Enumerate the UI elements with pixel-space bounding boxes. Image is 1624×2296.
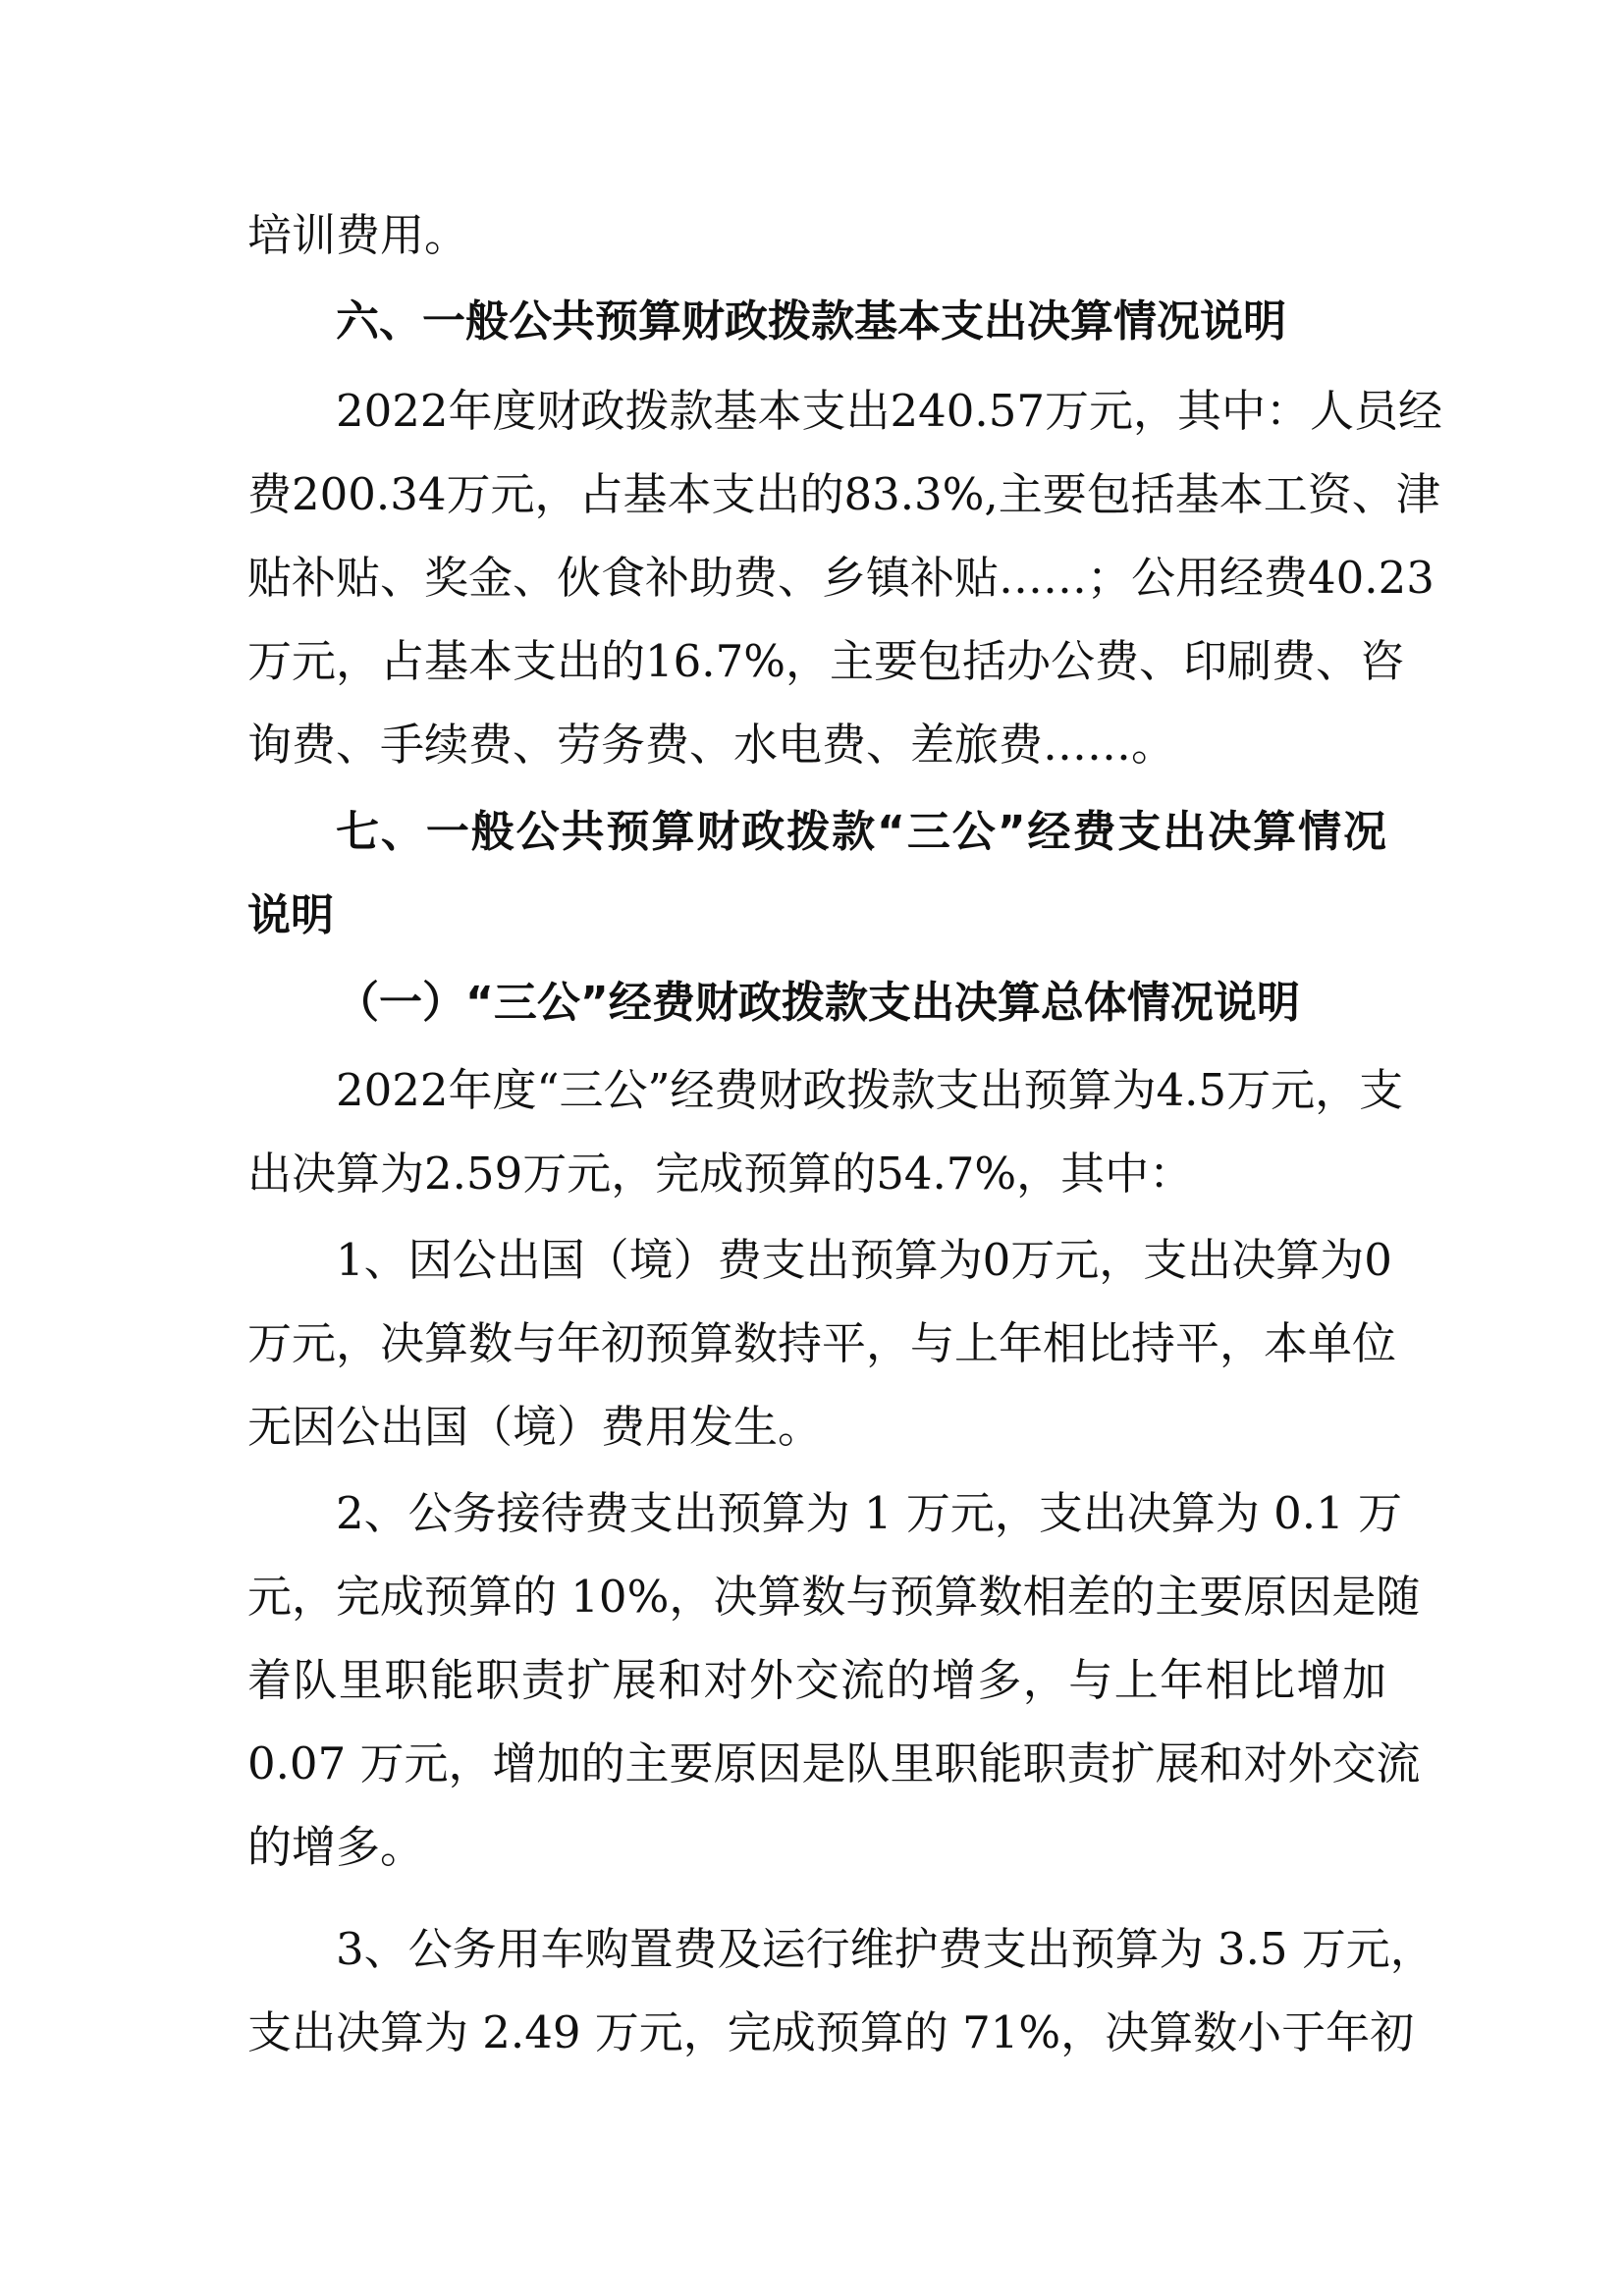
text-line: 询费、手续费、劳务费、水电费、差旅费……。 (247, 719, 1176, 771)
text-line: 贴补贴、奖金、伙食补助费、乡镇补贴……；公用经费40.23 (247, 552, 1435, 604)
text-line: 着队里职能职责扩展和对外交流的增多，与上年相比增加 (247, 1654, 1386, 1706)
text-line: 0.07 万元，增加的主要原因是队里职能职责扩展和对外交流 (247, 1737, 1421, 1789)
text-line: 3、公务用车购置费及运行维护费支出预算为 3.5 万元， (336, 1923, 1435, 1975)
text-line: 2、公务接待费支出预算为 1 万元，支出决算为 0.1 万 (336, 1487, 1403, 1539)
section-heading: 六、一般公共预算财政拨款基本支出决算情况说明 (336, 296, 1286, 347)
text-line: 费200.34万元，占基本支出的83.3%,主要包括基本工资、津 (247, 468, 1440, 520)
section-heading-continued: 说明 (247, 890, 334, 940)
text-line: 无因公出国（境）费用发生。 (247, 1401, 823, 1453)
text-line: 1、因公出国（境）费支出预算为0万元，支出决算为0 (336, 1234, 1392, 1286)
text-line: 元，完成预算的 10%，决算数与预算数相差的主要原因是随 (247, 1571, 1421, 1623)
text-line: 2022年度“三公”经费财政拨款支出预算为4.5万元，支 (336, 1064, 1404, 1116)
text-line: 支出决算为 2.49 万元，完成预算的 71%，决算数小于年初 (247, 2006, 1415, 2058)
subsection-heading: （一）“三公”经费财政拨款支出决算总体情况说明 (336, 978, 1300, 1028)
text-line: 万元，决算数与年初预算数持平，与上年相比持平，本单位 (247, 1317, 1397, 1369)
text-line: 培训费用。 (247, 209, 469, 261)
text-line: 的增多。 (247, 1821, 425, 1873)
text-line: 2022年度财政拨款基本支出240.57万元，其中：人员经 (336, 385, 1442, 437)
section-heading: 七、一般公共预算财政拨款“三公”经费支出决算情况 (336, 807, 1386, 857)
text-line: 出决算为2.59万元，完成预算的54.7%，其中： (247, 1148, 1194, 1200)
text-line: 万元，占基本支出的16.7%，主要包括办公费、印刷费、咨 (247, 635, 1404, 687)
